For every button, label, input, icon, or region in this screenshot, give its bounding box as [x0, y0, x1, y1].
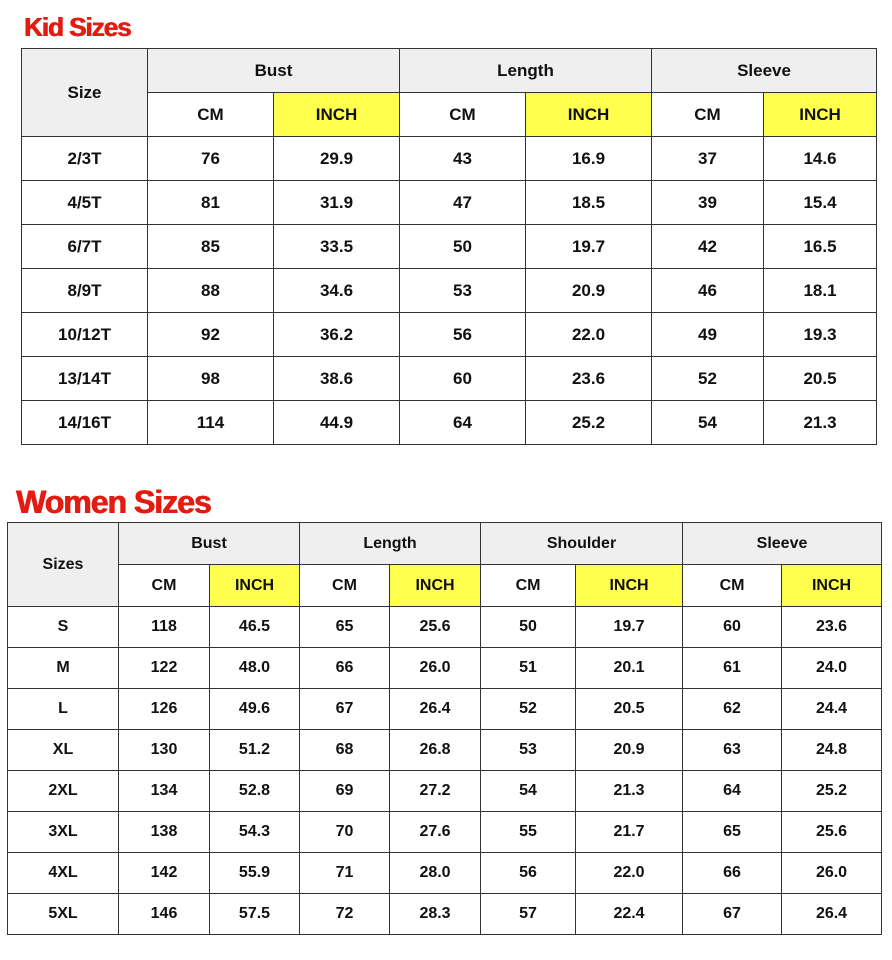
group-header-bust: Bust — [148, 49, 400, 93]
measurement-cell: 55 — [481, 812, 576, 853]
header-row — [8, 523, 882, 565]
measurement-cell: 48.0 — [210, 648, 300, 689]
measurement-cell: 25.6 — [782, 812, 882, 853]
size-label-cell: 3XL — [8, 812, 119, 853]
size-label-cell: 4/5T — [22, 181, 148, 225]
measurement-cell: 43 — [400, 137, 526, 181]
size-label-cell: 6/7T — [22, 225, 148, 269]
measurement-cell: 26.0 — [782, 853, 882, 894]
measurement-cell: 66 — [300, 648, 390, 689]
cm-unit-header: CM — [481, 565, 576, 607]
kid-size-table — [21, 48, 877, 445]
measurement-cell: 38.6 — [274, 357, 400, 401]
inch-unit-header: INCH — [210, 565, 300, 607]
measurement-cell: 15.4 — [764, 181, 877, 225]
measurement-cell: 53 — [481, 730, 576, 771]
measurement-cell: 56 — [481, 853, 576, 894]
measurement-cell: 20.9 — [526, 269, 652, 313]
measurement-cell: 24.0 — [782, 648, 882, 689]
measurement-cell: 21.7 — [576, 812, 683, 853]
measurement-cell: 39 — [652, 181, 764, 225]
size-column-header: Size — [22, 49, 148, 137]
women-sizes-title: Women Sizes — [16, 484, 211, 520]
inch-unit-header: INCH — [274, 93, 400, 137]
measurement-cell: 26.4 — [782, 894, 882, 935]
table-row — [8, 730, 882, 771]
size-column-header: Sizes — [8, 523, 119, 607]
table-row — [22, 225, 877, 269]
inch-unit-header: INCH — [576, 565, 683, 607]
measurement-cell: 34.6 — [274, 269, 400, 313]
measurement-cell: 19.7 — [576, 607, 683, 648]
measurement-cell: 122 — [119, 648, 210, 689]
measurement-cell: 76 — [148, 137, 274, 181]
size-label-cell: XL — [8, 730, 119, 771]
measurement-cell: 54 — [481, 771, 576, 812]
measurement-cell: 60 — [400, 357, 526, 401]
table-row — [8, 853, 882, 894]
inch-unit-header: INCH — [390, 565, 481, 607]
measurement-cell: 22.0 — [526, 313, 652, 357]
measurement-cell: 33.5 — [274, 225, 400, 269]
measurement-cell: 53 — [400, 269, 526, 313]
size-label-cell: L — [8, 689, 119, 730]
measurement-cell: 42 — [652, 225, 764, 269]
measurement-cell: 28.0 — [390, 853, 481, 894]
size-label-cell: S — [8, 607, 119, 648]
group-header-shoulder: Shoulder — [481, 523, 683, 565]
measurement-cell: 26.4 — [390, 689, 481, 730]
cm-unit-header: CM — [652, 93, 764, 137]
measurement-cell: 60 — [683, 607, 782, 648]
group-header-sleeve: Sleeve — [652, 49, 877, 93]
women-size-table — [7, 522, 882, 935]
measurement-cell: 49.6 — [210, 689, 300, 730]
measurement-cell: 36.2 — [274, 313, 400, 357]
measurement-cell: 114 — [148, 401, 274, 445]
measurement-cell: 31.9 — [274, 181, 400, 225]
cm-unit-header: CM — [400, 93, 526, 137]
group-header-length: Length — [400, 49, 652, 93]
measurement-cell: 69 — [300, 771, 390, 812]
measurement-cell: 57 — [481, 894, 576, 935]
measurement-cell: 146 — [119, 894, 210, 935]
measurement-cell: 47 — [400, 181, 526, 225]
size-label-cell: 14/16T — [22, 401, 148, 445]
inch-unit-header: INCH — [782, 565, 882, 607]
cm-unit-header: CM — [683, 565, 782, 607]
measurement-cell: 134 — [119, 771, 210, 812]
measurement-cell: 54 — [652, 401, 764, 445]
measurement-cell: 25.2 — [526, 401, 652, 445]
measurement-cell: 26.8 — [390, 730, 481, 771]
measurement-cell: 63 — [683, 730, 782, 771]
cm-unit-header: CM — [119, 565, 210, 607]
measurement-cell: 21.3 — [764, 401, 877, 445]
measurement-cell: 50 — [481, 607, 576, 648]
measurement-cell: 18.1 — [764, 269, 877, 313]
size-label-cell: 2/3T — [22, 137, 148, 181]
measurement-cell: 85 — [148, 225, 274, 269]
measurement-cell: 25.6 — [390, 607, 481, 648]
size-label-cell: 8/9T — [22, 269, 148, 313]
unit-header-row — [8, 565, 882, 607]
measurement-cell: 65 — [683, 812, 782, 853]
measurement-cell: 61 — [683, 648, 782, 689]
header-row — [22, 49, 877, 93]
measurement-cell: 44.9 — [274, 401, 400, 445]
size-label-cell: 5XL — [8, 894, 119, 935]
table-row — [8, 648, 882, 689]
measurement-cell: 22.4 — [576, 894, 683, 935]
cm-unit-header: CM — [300, 565, 390, 607]
measurement-cell: 25.2 — [782, 771, 882, 812]
measurement-cell: 72 — [300, 894, 390, 935]
size-label-cell: 2XL — [8, 771, 119, 812]
measurement-cell: 29.9 — [274, 137, 400, 181]
measurement-cell: 67 — [683, 894, 782, 935]
measurement-cell: 142 — [119, 853, 210, 894]
measurement-cell: 55.9 — [210, 853, 300, 894]
measurement-cell: 23.6 — [526, 357, 652, 401]
measurement-cell: 23.6 — [782, 607, 882, 648]
measurement-cell: 62 — [683, 689, 782, 730]
measurement-cell: 27.6 — [390, 812, 481, 853]
measurement-cell: 52.8 — [210, 771, 300, 812]
measurement-cell: 26.0 — [390, 648, 481, 689]
measurement-cell: 81 — [148, 181, 274, 225]
measurement-cell: 14.6 — [764, 137, 877, 181]
measurement-cell: 51.2 — [210, 730, 300, 771]
size-label-cell: 4XL — [8, 853, 119, 894]
measurement-cell: 130 — [119, 730, 210, 771]
table-row — [8, 894, 882, 935]
inch-unit-header: INCH — [764, 93, 877, 137]
measurement-cell: 68 — [300, 730, 390, 771]
measurement-cell: 50 — [400, 225, 526, 269]
measurement-cell: 64 — [683, 771, 782, 812]
measurement-cell: 19.7 — [526, 225, 652, 269]
measurement-cell: 28.3 — [390, 894, 481, 935]
measurement-cell: 52 — [481, 689, 576, 730]
table-row — [22, 181, 877, 225]
measurement-cell: 24.8 — [782, 730, 882, 771]
size-label-cell: 13/14T — [22, 357, 148, 401]
measurement-cell: 138 — [119, 812, 210, 853]
table-row — [8, 689, 882, 730]
table-row — [22, 137, 877, 181]
measurement-cell: 27.2 — [390, 771, 481, 812]
measurement-cell: 67 — [300, 689, 390, 730]
measurement-cell: 24.4 — [782, 689, 882, 730]
measurement-cell: 20.1 — [576, 648, 683, 689]
table-row — [8, 607, 882, 648]
measurement-cell: 70 — [300, 812, 390, 853]
measurement-cell: 65 — [300, 607, 390, 648]
measurement-cell: 64 — [400, 401, 526, 445]
unit-header-row — [22, 93, 877, 137]
measurement-cell: 21.3 — [576, 771, 683, 812]
group-header-sleeve: Sleeve — [683, 523, 882, 565]
measurement-cell: 18.5 — [526, 181, 652, 225]
measurement-cell: 51 — [481, 648, 576, 689]
measurement-cell: 56 — [400, 313, 526, 357]
measurement-cell: 52 — [652, 357, 764, 401]
measurement-cell: 20.9 — [576, 730, 683, 771]
measurement-cell: 22.0 — [576, 853, 683, 894]
inch-unit-header: INCH — [526, 93, 652, 137]
table-row — [22, 401, 877, 445]
measurement-cell: 126 — [119, 689, 210, 730]
measurement-cell: 92 — [148, 313, 274, 357]
measurement-cell: 54.3 — [210, 812, 300, 853]
measurement-cell: 20.5 — [576, 689, 683, 730]
measurement-cell: 88 — [148, 269, 274, 313]
table-row — [8, 771, 882, 812]
cm-unit-header: CM — [148, 93, 274, 137]
measurement-cell: 46 — [652, 269, 764, 313]
measurement-cell: 57.5 — [210, 894, 300, 935]
group-header-length: Length — [300, 523, 481, 565]
measurement-cell: 49 — [652, 313, 764, 357]
size-label-cell: M — [8, 648, 119, 689]
table-row — [22, 269, 877, 313]
group-header-bust: Bust — [119, 523, 300, 565]
table-row — [8, 812, 882, 853]
measurement-cell: 118 — [119, 607, 210, 648]
measurement-cell: 20.5 — [764, 357, 877, 401]
measurement-cell: 98 — [148, 357, 274, 401]
measurement-cell: 16.9 — [526, 137, 652, 181]
measurement-cell: 16.5 — [764, 225, 877, 269]
measurement-cell: 46.5 — [210, 607, 300, 648]
size-label-cell: 10/12T — [22, 313, 148, 357]
table-row — [22, 357, 877, 401]
measurement-cell: 37 — [652, 137, 764, 181]
measurement-cell: 19.3 — [764, 313, 877, 357]
table-row — [22, 313, 877, 357]
measurement-cell: 71 — [300, 853, 390, 894]
measurement-cell: 66 — [683, 853, 782, 894]
kid-sizes-title: Kid Sizes — [24, 12, 131, 42]
